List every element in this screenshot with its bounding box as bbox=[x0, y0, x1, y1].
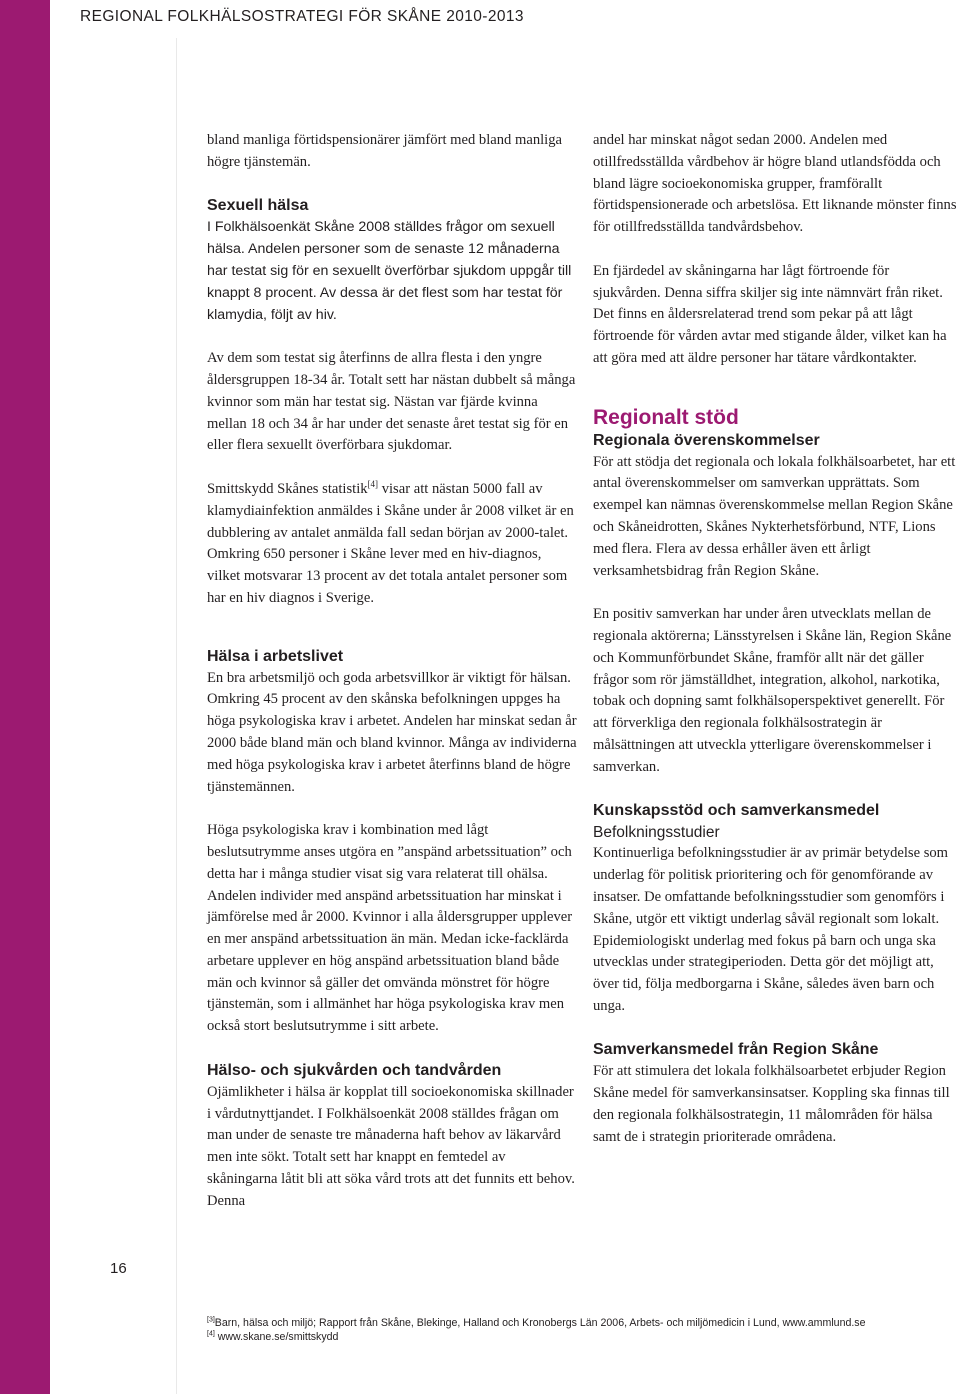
regional-agreements-paragraph-2: En positiv samverkan har under åren utvecklats mellan de regionala aktörerna; Länsstyrelsen i Skåne län, Region Skåne och Kommunförbundet Skåne, framför allt när det gäller frågor som rör jämställdhet, integration, alkohol, narkotika, tobak och dopning samt folkhälsoperspektivet generellt. För att förverkliga den regionala folkhälsostrategin är målsättningen att utveckla ytterligare överenskommelser i samverkan. bbox=[593, 606, 952, 775]
regional-agreements-paragraph-1: För att stödja det regionala och lokala folkhälsoarbetet, har ett antal överenskommelser om samverkan upprättats. Som exempel kan nämnas överenskommelse mellan Region Skåne och Skåneidrotten, Skånes Nykterhetsförbund, NTF, Lions med flera. Flera av dessa erhåller även ett årligt verksamhetsbidrag från Region Skåne. bbox=[593, 453, 956, 579]
left-column bbox=[207, 130, 577, 1213]
footnote-marker-3: [3] bbox=[207, 1316, 215, 1324]
running-header bbox=[78, 6, 960, 36]
sexual-health-paragraph-3 bbox=[207, 479, 577, 610]
subheading-regional-agreements: Regionala överenskommelser bbox=[593, 431, 820, 449]
sexual-health-p3-rest: visar att nästan 5000 fall av klamydiainfektion anmäldes i Skåne under år 2008 vilket är en dubblering av antalet anmälda fall sedan början av 2000-talet. Omkring 650 personer i Skåne lever med en hiv-diagnos, vilket motsvarar 13 procent av det totala antalet personer som har en hiv diagnos i Sverige. bbox=[207, 480, 574, 606]
healthcare-continuation: andel har minskat något sedan 2000. Andelen med otillfredsställda vårdbehov är högre bland utlandsfödda och bland lägre socioekonomiska grupper, framförallt förtidspensionerade och arbetslösa. Ett liknande mönster finns för otillfredsställda tandvårdsbehov. bbox=[593, 132, 957, 236]
healthcare-paragraph-1: Ojämlikheter i hälsa är kopplat till socioekonomiska skillnader i vårdutnyttjandet. I Folkhälsoenkät 2008 ställdes frågan om man under de senaste tre månaderna haft behov av läkarvård men inte sökt. Totalt sett har knappt en femtedel av skåningarna låtit bli att söka vård trots att det funnits ett behov. Denna bbox=[207, 1083, 575, 1209]
sexual-health-p3-start: Smittskydd Skånes statistik bbox=[207, 480, 368, 497]
footnotes bbox=[207, 1316, 947, 1344]
work-health-paragraph-1: En bra arbetsmiljö och goda arbetsvillkor är viktigt för hälsan. Omkring 45 procent av den skånska befolkningen uppges ha höga psykologiska krav i arbetet. Andelen har minskat sedan år 2000 både bland män och bland kvinnor. Många av individerna med höga psykologiska krav i arbetet återfinns bland de högre tjänstemännen. bbox=[207, 669, 577, 795]
sexual-health-paragraph-2: Av dem som testat sig återfinns de allra flesta i den yngre åldersgruppen 18-34 år. Totalt sett har nästan dubbelt så många kvinnor som män har testat sig. Nästan var fjärde kvinna mellan 18 och 34 år har under det senaste året testat sig för en eller flera sexuellt överförbara sjukdomar. bbox=[207, 350, 576, 454]
footnote-text-4: www.skane.se/smittskydd bbox=[214, 1331, 339, 1343]
trust-paragraph: En fjärdedel av skåningarna har lågt förtroende för sjukvården. Denna siffra skiljer sig inte nämnvärt från riket. Det finns en åldersrelaterad trend som pekar på att lågt förtroende för vården avtar med stigande ålder, vilket kan ha att göra med att äldre personer har tätare vårdkontakter. bbox=[593, 262, 947, 366]
footnote-3 bbox=[207, 1316, 947, 1330]
accent-sidebar-bar bbox=[0, 0, 50, 1394]
footnote-ref-4: [4] bbox=[367, 479, 379, 490]
footnote-text-3: Barn, hälsa och miljö; Rapport från Skåne, Blekinge, Halland och Kronobergs Län 2006, Arbets- och miljömedicin i Lund, www.ammlund.se bbox=[214, 1317, 866, 1329]
work-health-paragraph-2: Höga psykologiska krav i kombination med lågt beslutsutrymme anses utgöra en ”anspänd arbetssituation” och detta har i många studier visat sig vara relaterat till ohälsa. Andelen individer med anspänd arbetssituation har minskat i jämförelse med år 2000. Kvinnor i alla åldersgrupper upplever en mer anspänd arbetssituation än män. Medan icke-facklärda arbetare upplever en hög anspänd arbetssituation bland både män och kvinnor så gäller det omvända mönstret för högre tjänstemän, som i allmänhet har höga psykologiska krav men också stort beslutsutrymme i sitt arbete. bbox=[207, 822, 573, 1035]
running-title: REGIONAL FOLKHÄLSOSTRATEGI FÖR SKÅNE 2010-2013 bbox=[80, 8, 524, 25]
chapter-heading-regional-support: Regionalt stöd bbox=[593, 405, 739, 429]
section-heading-knowledge-support: Kunskapsstöd och samverkansmedel bbox=[593, 802, 880, 820]
subheading-population-studies: Befolkningsstudier bbox=[593, 824, 720, 842]
section-heading-work-health: Hälsa i arbetslivet bbox=[207, 647, 344, 665]
footnote-marker-4: [4] bbox=[207, 1330, 215, 1338]
cooperation-funds-paragraph: För att stimulera det lokala folkhälsoarbetet erbjuder Region Skåne medel för samverkansinsatser. Koppling ska finnas till den regionala folkhälsostrategin, 11 målområden för hälsa samt de i strategin prioriterade områdena. bbox=[593, 1063, 950, 1145]
footnote-4 bbox=[207, 1330, 947, 1344]
right-column bbox=[593, 130, 958, 1149]
margin-divider bbox=[176, 38, 177, 1394]
sexual-health-paragraph-1: I Folkhälsoenkät Skåne 2008 ställdes frågor om sexuell hälsa. Andelen personer som de senaste 12 månaderna har testat sig för en sexuellt överförbar sjukdom uppgår till knappt 8 procent. Av dessa är det flest som har testat för klamydia, följt av hiv. bbox=[207, 219, 572, 323]
section-heading-healthcare: Hälso- och sjukvården och tandvården bbox=[207, 1061, 502, 1079]
page-number: 16 bbox=[110, 1260, 127, 1277]
population-studies-paragraph: Kontinuerliga befolkningsstudier är av primär betydelse som underlag för politisk prioritering och för genomförande av insatser. De omfattande befolkningsstudier som genomförs i Skåne, utgör ett viktigt underlag såväl regionalt som lokalt. Epidemiologiskt underlag med fokus på barn och unga ska utvecklas under strategiperioden. Detta gör det möjligt att, över tid, följa medborgarna i Skåne, således även barn och unga. bbox=[593, 845, 949, 1014]
section-heading-sexual-health: Sexuell hälsa bbox=[207, 197, 309, 215]
intro-fragment: bland manliga förtidspensionärer jämfört med bland manliga högre tjänstemän. bbox=[207, 132, 563, 170]
section-heading-cooperation-funds: Samverkansmedel från Region Skåne bbox=[593, 1041, 879, 1059]
